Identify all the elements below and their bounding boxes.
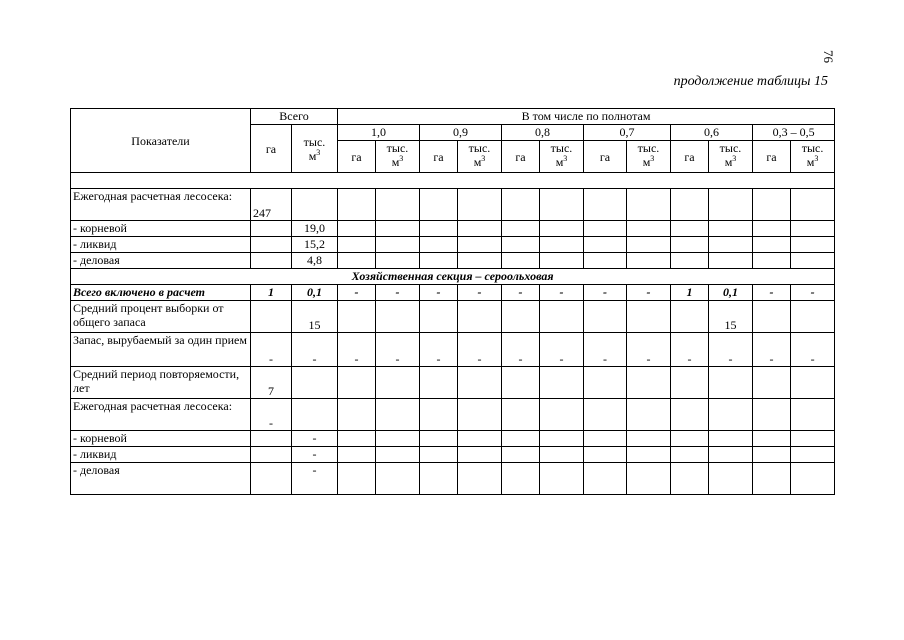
sub-ha: га	[584, 141, 627, 173]
cell-value: -	[292, 431, 338, 447]
cell-value: -	[251, 399, 292, 431]
m3-label: м	[724, 155, 733, 169]
data-table	[70, 108, 835, 495]
m3-label: м	[642, 155, 651, 169]
cell-value: -	[458, 285, 502, 301]
table-row	[71, 447, 835, 463]
spacer-cell	[71, 173, 835, 189]
cell-value: -	[338, 333, 376, 367]
thousand-label: тыс.	[386, 141, 409, 155]
m3-label: м	[308, 148, 317, 163]
table-row	[71, 333, 835, 367]
cell-value: 1	[671, 285, 709, 301]
cell-value: -	[292, 463, 338, 495]
cell-value: -	[292, 333, 338, 367]
m3-label: м	[473, 155, 482, 169]
cell-value: 19,0	[292, 221, 338, 237]
cell-value: -	[627, 285, 671, 301]
density-0-3-0-5: 0,3 – 0,5	[753, 125, 835, 141]
cell-value: 0,1	[709, 285, 753, 301]
cell-value: -	[584, 333, 627, 367]
table-row	[71, 173, 835, 189]
cell-value: -	[292, 447, 338, 463]
row-label: Всего включено в расчет	[71, 285, 251, 301]
cell-value: -	[251, 333, 292, 367]
row-label: - ликвид	[71, 237, 251, 253]
table-row	[71, 463, 835, 495]
sub-m3	[540, 141, 584, 173]
row-label: - корневой	[71, 221, 251, 237]
m3-label: м	[555, 155, 564, 169]
thousand-label: тыс.	[637, 141, 660, 155]
row-label: Средний период повторяемости, лет	[71, 367, 251, 399]
table-row	[71, 301, 835, 333]
sup3-label: 3	[732, 154, 737, 163]
cell-value: -	[753, 333, 791, 367]
cell-value: -	[540, 285, 584, 301]
header-indicators: Показатели	[71, 109, 251, 173]
m3-label: м	[391, 155, 400, 169]
ha-label: га	[265, 141, 277, 156]
table-row	[71, 253, 835, 269]
cell-value: 15	[709, 301, 753, 333]
thousand-label: тыс.	[550, 141, 573, 155]
sub-m3	[458, 141, 502, 173]
cell-value: -	[420, 333, 458, 367]
row-label: Ежегодная расчетная лесосека:	[71, 189, 251, 221]
m3-label: м	[806, 155, 815, 169]
section-row	[71, 269, 835, 285]
cell-value: -	[791, 333, 835, 367]
row-label: Ежегодная расчетная лесосека:	[71, 399, 251, 431]
cell-value: -	[540, 333, 584, 367]
density-0-6: 0,6	[671, 125, 753, 141]
density-0-8: 0,8	[502, 125, 584, 141]
cell-value: -	[753, 285, 791, 301]
table-row	[71, 399, 835, 431]
table-row	[71, 431, 835, 447]
sub-ha: га	[420, 141, 458, 173]
sup3-label: 3	[399, 154, 404, 163]
table-row	[71, 189, 835, 221]
thousand-label: тыс.	[801, 141, 824, 155]
cell-value: -	[671, 333, 709, 367]
sub-m3	[709, 141, 753, 173]
sup3-label: 3	[814, 154, 819, 163]
row-label: - ликвид	[71, 447, 251, 463]
cell-value: -	[627, 333, 671, 367]
section-title: Хозяйственная секция – сероольховая	[71, 269, 835, 285]
row-label: - деловая	[71, 253, 251, 269]
cell-value: -	[338, 285, 376, 301]
thousand-label: тыс.	[468, 141, 491, 155]
density-1-0: 1,0	[338, 125, 420, 141]
table-row	[71, 367, 835, 399]
sup3-label: 3	[650, 154, 655, 163]
sup3-label: 3	[563, 154, 568, 163]
cell-value: -	[584, 285, 627, 301]
sub-m3	[791, 141, 835, 173]
cell-value: -	[502, 333, 540, 367]
density-0-9: 0,9	[420, 125, 502, 141]
cell-value: -	[376, 285, 420, 301]
cell-value: -	[376, 333, 420, 367]
cell-value: -	[791, 285, 835, 301]
page-number: 76	[821, 50, 836, 63]
table-row	[71, 221, 835, 237]
header-total-m3	[292, 125, 338, 173]
density-0-7: 0,7	[584, 125, 671, 141]
row-label: - корневой	[71, 431, 251, 447]
header-total: Всего	[251, 109, 338, 125]
header-row-1	[71, 109, 835, 125]
thousand-label: тыс.	[719, 141, 742, 155]
header-by-density: В том числе по полнотам	[338, 109, 835, 125]
header-total-ha	[251, 125, 292, 173]
table-row	[71, 285, 835, 301]
thousand-label: тыс.	[303, 134, 326, 149]
cell-value: -	[458, 333, 502, 367]
cell-value: 4,8	[292, 253, 338, 269]
sub-ha: га	[338, 141, 376, 173]
sub-m3	[376, 141, 420, 173]
cell-value: 15	[292, 301, 338, 333]
sub-ha: га	[671, 141, 709, 173]
row-label: - деловая	[71, 463, 251, 495]
row-label: Запас, вырубаемый за один прием	[71, 333, 251, 367]
sup3-label: 3	[481, 154, 486, 163]
cell-value: -	[420, 285, 458, 301]
cell-value: 1	[251, 285, 292, 301]
sup3-label: 3	[316, 147, 321, 157]
cell-value: 15,2	[292, 237, 338, 253]
cell-value: 0,1	[292, 285, 338, 301]
sub-ha: га	[753, 141, 791, 173]
table-caption: продолжение таблицы 15	[673, 74, 828, 89]
row-label: Средний процент выборки от общего запаса	[71, 301, 251, 333]
cell-value: 247	[251, 189, 292, 221]
cell-value: 7	[251, 367, 292, 399]
cell-value: -	[502, 285, 540, 301]
sub-ha: га	[502, 141, 540, 173]
sub-m3	[627, 141, 671, 173]
table-row	[71, 237, 835, 253]
cell-value: -	[709, 333, 753, 367]
